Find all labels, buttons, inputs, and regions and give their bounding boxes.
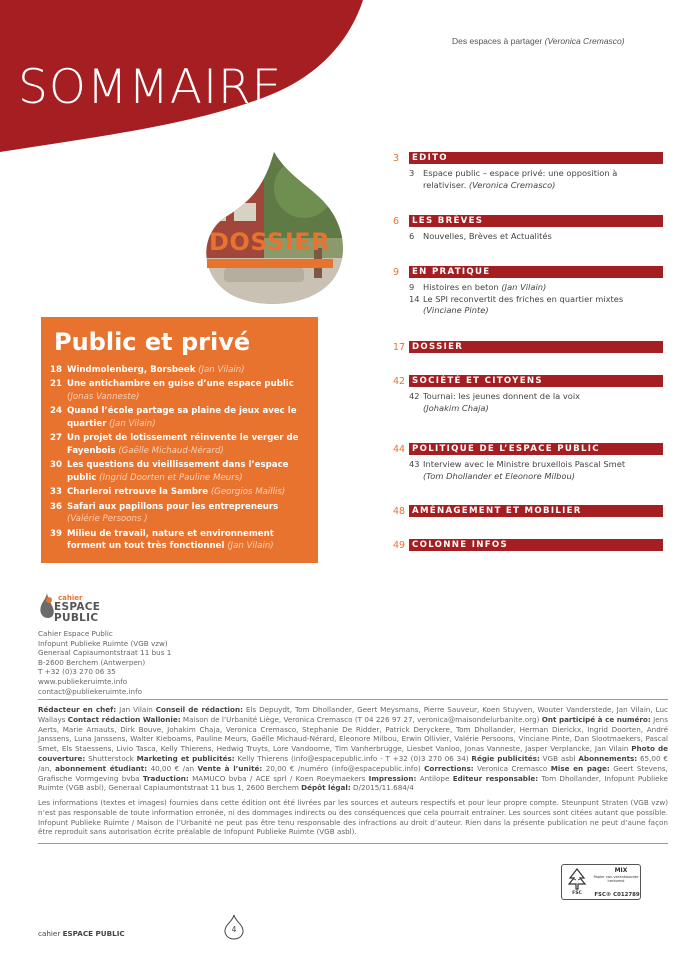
dossier-article-author: (Gaëlle Michaud-Nérard) bbox=[118, 445, 224, 456]
credit-label: Dépôt légal: bbox=[301, 783, 351, 793]
credit-label: Ont participé à ce numéro: bbox=[541, 714, 651, 724]
credit-text: D/2015/11.684/4 bbox=[353, 783, 414, 793]
credit-label: Abonnements: bbox=[578, 753, 638, 763]
toc-section-amenagement[interactable] bbox=[393, 505, 663, 517]
address-block bbox=[38, 629, 171, 696]
fsc-name: FSC bbox=[572, 891, 582, 896]
address-line: B-2600 Berchem (Antwerpen) bbox=[38, 657, 146, 667]
toc-section-politique[interactable] bbox=[393, 443, 663, 482]
toc-section-label: EN PRATIQUE bbox=[409, 266, 663, 278]
toc-article[interactable] bbox=[393, 459, 663, 482]
credit-text: Geert Stevens, Grafische Vormgeving bvba bbox=[38, 763, 668, 783]
toc-section-label: LES BRÈVES bbox=[409, 215, 663, 227]
header-caption-text: Des espaces à partager bbox=[452, 36, 543, 46]
credit-label: Vente à l’unité: bbox=[197, 763, 263, 773]
address-email[interactable]: contact@publiekeruimte.info bbox=[38, 686, 143, 696]
dossier-article[interactable] bbox=[50, 459, 312, 484]
toc-section-page: 42 bbox=[393, 375, 406, 387]
credit-label: Corrections: bbox=[424, 763, 474, 773]
toc-article[interactable] bbox=[393, 391, 663, 414]
footer-publication-name: ESPACE PUBLIC bbox=[62, 929, 125, 938]
dossier-article-author: (Jan Vilain) bbox=[109, 418, 156, 429]
toc-section-label: POLITIQUE DE L’ESPACE PUBLIC bbox=[409, 443, 663, 455]
toc-article-author: (Johakim Chaja) bbox=[423, 402, 489, 413]
toc-section-societe[interactable] bbox=[393, 375, 663, 414]
toc-section-page: 49 bbox=[393, 539, 406, 551]
toc-article-author: (Tom Dhollander et Eleonore Milbou) bbox=[423, 470, 575, 481]
fsc-tree-icon bbox=[566, 868, 588, 890]
address-line: Generaal Capiaumontstraat 11 bus 1 bbox=[38, 648, 172, 658]
fsc-label bbox=[561, 864, 641, 900]
toc-section-label: AMÉNAGEMENT ET MOBILIER bbox=[409, 505, 663, 517]
dossier-article-page: 30 bbox=[50, 460, 62, 471]
credit-label: abonnement étudiant: bbox=[55, 763, 148, 773]
dossier-article-author: (Jonas Vanneste) bbox=[67, 391, 140, 402]
toc-article-page: 14 bbox=[409, 293, 420, 304]
toc-section-dossier[interactable] bbox=[393, 341, 663, 353]
toc-article-title: Tournai: les jeunes donnent de la voix bbox=[423, 391, 581, 401]
address-line: Cahier Espace Public bbox=[38, 629, 113, 638]
credit-text: Tom Dhollander, Infopunt Publieke Ruimte (VGB asbl), Generaal Capiaumontstraat 11 bus 1, 2600 Berchem bbox=[38, 773, 668, 793]
footer-publication bbox=[38, 929, 125, 938]
address-line: T +32 (0)3 270 06 35 bbox=[38, 667, 116, 677]
toc-section-label: EDITO bbox=[409, 152, 663, 164]
credits-block bbox=[38, 705, 668, 793]
dossier-article-title: Les questions du vieillissement dans l’espace public bbox=[67, 460, 289, 483]
toc-article[interactable] bbox=[393, 282, 663, 294]
credit-text: Veronica Cremasco bbox=[477, 763, 548, 773]
dossier-article-author: (Jan Vilain) bbox=[198, 365, 245, 375]
toc-article-title: Nouvelles, Brèves et Actualités bbox=[423, 231, 552, 241]
dossier-article[interactable] bbox=[50, 528, 312, 553]
dossier-article-title: Une antichambre en guise d’une espace public bbox=[67, 379, 294, 390]
fsc-code: FSC® C012789 bbox=[594, 892, 640, 898]
header-caption bbox=[452, 36, 625, 46]
credit-text: Shutterstock bbox=[88, 753, 134, 763]
credit-text: Jens Aerts, Marie Arnauts, Dirk Bouve, Johakim Chaja, Veronica Cremasco, Stephanie De Ridder, Patrick Deryckere, Tom Dhollander, Herman Dierickx, Ingrid Doorten, André Janssens, Luna Janssens, Walter Kieboams, Pauline Meurs, Gaëlle Michaud-Nérard, Eleonore Milbou, Erwin Ollivier, Valérie Persoons, Vinciane Pinte, Dan Slootmaekers, Pascal Smet, Els Staessens, Livio Tasca, Kelly Thierens, Hedwig Truyts, Lore Vandoorne, Tim Vanherbrugge, Liesbet Vanloo, Jonas Vanneste, Jasper Verplancke, Jan Vilain bbox=[38, 714, 668, 754]
footer-cahier: cahier bbox=[38, 929, 61, 938]
toc-article-title: Espace public – espace privé: une opposition à relativiser. bbox=[423, 168, 618, 190]
toc-article[interactable] bbox=[393, 168, 663, 191]
dossier-article-author: (Jan Vilain) bbox=[227, 541, 274, 552]
toc-article[interactable] bbox=[393, 294, 663, 317]
dossier-article-author: (Valérie Persoons ) bbox=[67, 514, 148, 525]
page-title: SOMMAIRE bbox=[18, 60, 283, 115]
toc-article-page: 6 bbox=[409, 231, 415, 241]
credit-text: Kelly Thierens (info@espacepublic.info - T +32 (0)3 270 06 34) bbox=[237, 753, 469, 763]
dossier-article-page: 36 bbox=[50, 501, 62, 512]
credit-label: Mise en page: bbox=[550, 763, 610, 773]
dossier-article[interactable] bbox=[50, 486, 312, 499]
dossier-article-title: Charleroi retrouve la Sambre bbox=[67, 487, 209, 498]
toc-section-page: 9 bbox=[393, 266, 400, 278]
credit-label: Contact rédaction Wallonie: bbox=[67, 714, 181, 724]
dossier-article-page: 33 bbox=[50, 487, 62, 498]
toc-article-author: (Veronica Cremasco) bbox=[468, 179, 556, 190]
credit-text: VGB asbl bbox=[542, 753, 576, 763]
credit-text: 40,00 € /an bbox=[150, 763, 195, 773]
credit-label: Impression: bbox=[368, 773, 417, 783]
dossier-article[interactable] bbox=[50, 364, 312, 377]
credit-text: Jan Vilain bbox=[119, 705, 153, 714]
disclaimer: Les informations (textes et images) fournies dans cette édition ont été livrées par les sources et auteurs respectifs et pour leur propre compte. Steunpunt Straten (VGB vzw) n’est pas responsable de toute information erronée, ni des dommages indirects ou des conséquences que cela pourrait entrainer. Les sources sont citées autant que possible. Infopunt Publieke Ruimte / Maison de l’Urbanité ne peut pas être tenu responsable des infractions au droit d’auteur. Rien dans la présente publication ne peut d’aune façon être reproduit sans autorisation écrite préalable de Infopunt Publieke Ruimte (VGB asbl). bbox=[38, 798, 668, 837]
dossier-article-author: (Georgios Maillis) bbox=[210, 487, 286, 498]
divider bbox=[38, 699, 668, 700]
toc-section-colonne-infos[interactable] bbox=[393, 539, 663, 551]
credit-text: 20,00 € /numéro (info@espacepublic.info) bbox=[265, 763, 421, 773]
toc-article-page: 3 bbox=[409, 168, 415, 178]
logo-line-1: ESPACE bbox=[54, 601, 101, 613]
credit-label: Régie publicités: bbox=[471, 753, 540, 763]
dossier-article-title: Safari aux papillons pour les entrepreneurs bbox=[67, 501, 279, 512]
credit-label: Rédacteur en chef: bbox=[38, 705, 117, 714]
toc-article-title: Histoires en beton bbox=[423, 282, 499, 292]
toc-article-author: (Jan Vilain) bbox=[501, 282, 547, 292]
credit-label: Photo de couverture: bbox=[38, 744, 668, 763]
dossier-article-title: Quand l’école partage sa plaine de jeux avec le quartier bbox=[67, 406, 297, 429]
toc-article-author: (Vinciane Pinte) bbox=[423, 305, 489, 315]
logo-line-2: PUBLIC bbox=[54, 612, 99, 624]
dossier-box-title: Public et privé bbox=[54, 328, 251, 356]
toc-article-title: Le SPI reconvertit des friches en quartier mixtes bbox=[423, 293, 624, 304]
dossier-article-page: 27 bbox=[50, 433, 62, 444]
dossier-article[interactable] bbox=[50, 432, 312, 457]
toc-section-en-pratique[interactable] bbox=[393, 266, 663, 317]
credit-label: Marketing et publicités: bbox=[136, 753, 235, 763]
logo-cahier: cahier bbox=[58, 594, 83, 602]
toc-section-page: 48 bbox=[393, 505, 406, 517]
toc-article-page: 9 bbox=[409, 282, 415, 292]
credit-label: Conseil de rédaction: bbox=[155, 705, 243, 714]
toc-section-label: SOCIÉTÉ ET CITOYENS bbox=[409, 375, 663, 387]
credit-text: Maison de l’Urbanité Liège, Veronica Cremasco (T 04 226 97 27, veronica@maisondelurbanite.org) bbox=[182, 714, 540, 724]
credit-text: Els Depuydt, Tom Dhollander, Geert Meysmans, Pierre Sauveur, Koen Stuyven, Wouter Vanderstede, Jan Vilain, Luc Wallays bbox=[38, 705, 668, 724]
toc-section-breves[interactable] bbox=[393, 215, 663, 243]
fsc-mix: MIX bbox=[614, 867, 628, 874]
toc-section-edito[interactable] bbox=[393, 152, 663, 191]
credit-label: Traduction: bbox=[142, 773, 189, 783]
dossier-article-title: Milieu de travail, nature et environnement forment un tout très fonctionnel bbox=[67, 528, 274, 552]
divider bbox=[38, 843, 668, 844]
dossier-article[interactable] bbox=[50, 405, 312, 430]
dossier-article-page: 21 bbox=[50, 379, 62, 390]
toc-section-page: 44 bbox=[393, 443, 406, 455]
address-line: Infopunt Publieke Ruimte (VGB vzw) bbox=[38, 638, 168, 648]
page-number: 4 bbox=[231, 925, 237, 934]
toc-section-label: COLONNE INFOS bbox=[409, 539, 663, 551]
toc-article[interactable] bbox=[393, 231, 663, 243]
credit-text: 65,00 € /an, bbox=[38, 753, 668, 773]
toc-section-page: 6 bbox=[393, 215, 400, 227]
toc-section-label: DOSSIER bbox=[409, 341, 663, 353]
dossier-article[interactable] bbox=[50, 501, 312, 526]
dossier-article-page: 39 bbox=[50, 528, 62, 539]
header-caption-author: (Veronica Cremasco) bbox=[544, 36, 625, 46]
toc-article-title: Interview avec le Ministre bruxellois Pascal Smet bbox=[423, 459, 626, 469]
credit-text: Antilope bbox=[419, 773, 450, 783]
fsc-subtitle: Papier van verantwoorde herkomst bbox=[593, 875, 639, 884]
dossier-label: DOSSIER bbox=[209, 228, 331, 256]
address-website[interactable]: www.publiekeruimte.info bbox=[38, 676, 128, 686]
dossier-article-author: (Ingrid Doorten et Pauline Meurs) bbox=[99, 472, 243, 483]
dossier-article[interactable] bbox=[50, 378, 312, 403]
dossier-article-page: 18 bbox=[50, 365, 62, 375]
toc-section-page: 17 bbox=[393, 341, 406, 353]
dossier-article-title: Un projet de lotissement réinvente le verger de Fayenbois bbox=[67, 433, 299, 456]
dossier-article-list bbox=[50, 364, 312, 555]
credit-label: Editeur responsable: bbox=[452, 773, 539, 783]
credit-text: MAMUCO bvba / ACE sprl / Koen Roeymaekers bbox=[192, 773, 366, 783]
dossier-label-bar bbox=[207, 259, 333, 268]
dossier-article-title: Windmolenberg, Borsbeek bbox=[67, 365, 196, 375]
toc-section-page: 3 bbox=[393, 152, 400, 164]
toc-article-page: 43 bbox=[409, 459, 420, 469]
toc-article-page: 42 bbox=[409, 391, 420, 401]
dossier-article-page: 24 bbox=[50, 406, 62, 417]
